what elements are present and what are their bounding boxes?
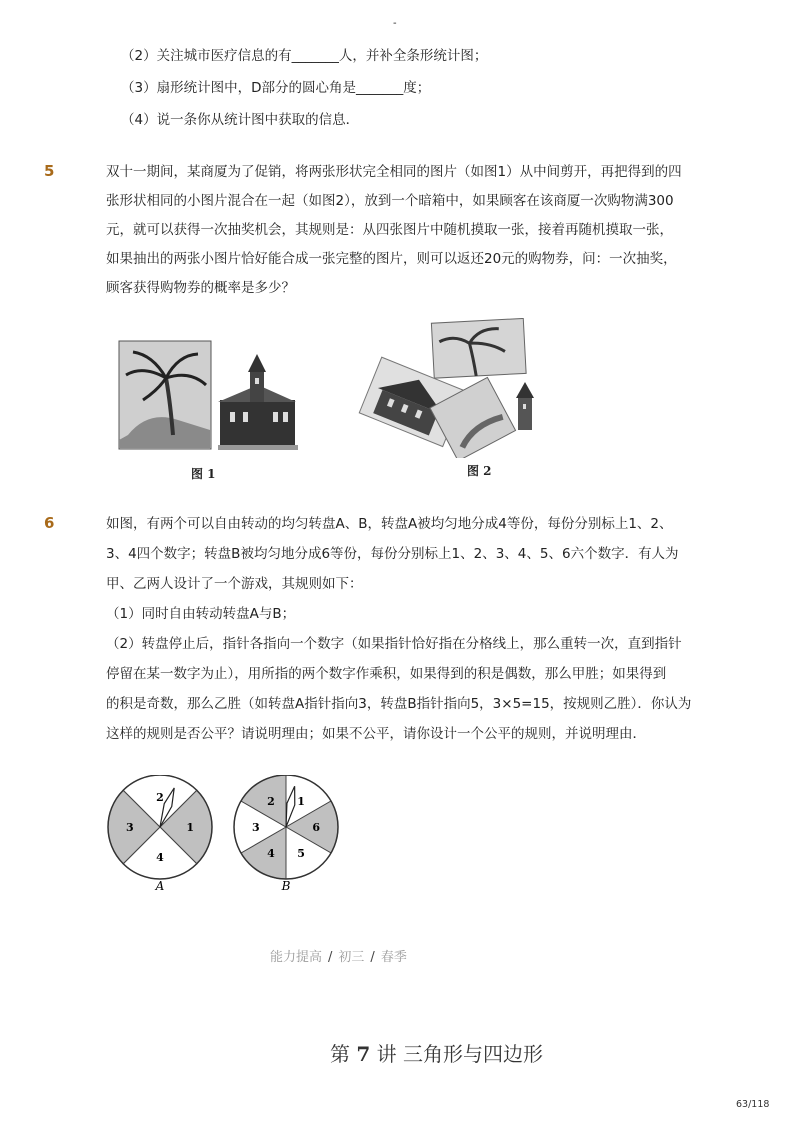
spinner-a-label: A [155, 879, 165, 893]
q6-line: 甲、乙两人设计了一个游戏，其规则如下： [106, 576, 363, 592]
spinner-b-label: B [281, 879, 291, 893]
chapter-title [330, 1038, 543, 1067]
spinner-number: 1 [297, 794, 305, 808]
figure-1 [118, 340, 298, 455]
breadcrumb-separator: / [328, 950, 333, 965]
figure-2 [355, 318, 560, 458]
q5-line: 双十一期间，某商厦为了促销，将两张形状完全相同的图片（如图1）从中间剪开，再把得到的四 [106, 164, 682, 180]
spinner-number: 3 [252, 821, 260, 834]
spinner-a [108, 775, 212, 879]
breadcrumb-item: 初三 [338, 950, 365, 965]
q6-line: （2）转盘停止后，指针各指向一个数字（如果指针恰好指在分格线上，那么重转一次，直到指针 [106, 636, 682, 652]
q4-item-2: （2）关注城市医疗信息的有_______人，并补全条形统计图； [121, 48, 488, 64]
spinner-number: 4 [267, 847, 275, 861]
q4-item-4: （4）说一条你从统计图中获取的信息． [121, 112, 360, 128]
figure-1-caption: 图 1 [191, 467, 216, 481]
q5-line: 张形状相同的小图片混合在一起（如图2），放到一个暗箱中，如果顾客在该商厦一次购物满300 [106, 193, 674, 209]
palm-piece-top [431, 318, 526, 378]
breadcrumb-item: 春季 [380, 950, 407, 965]
top-mark: - [393, 18, 397, 29]
question-number-5: 5 [44, 162, 55, 180]
spinner-number: 6 [312, 821, 320, 834]
church-piece-right [516, 382, 534, 430]
spinner-number: 2 [156, 790, 164, 804]
figure-2-caption: 图 2 [467, 464, 492, 478]
chapter-prefix: 第 [330, 1042, 350, 1066]
q6-line: 3、4四个数字；转盘B被均匀地分成6等份，每份分别标上1、2、3、4、5、6六个数字．有人为 [106, 546, 679, 562]
q5-line: 如果抽出的两张小图片恰好能合成一张完整的图片，则可以返还20元的购物券，问：一次抽奖， [106, 251, 677, 267]
question-5-text [106, 158, 726, 303]
spinner-b [234, 775, 338, 879]
spinner-number: 2 [267, 794, 275, 808]
church-picture [218, 354, 298, 450]
q4-item-3: （3）扇形统计图中，D部分的圆心角是_______度； [121, 80, 431, 96]
chapter-name: 讲 三角形与四边形 [376, 1042, 543, 1066]
spinner-number: 3 [126, 821, 134, 834]
footer-breadcrumb [270, 946, 407, 965]
q6-line: 这样的规则是否公平？请说明理由；如果不公平，请你设计一个公平的规则，并说明理由． [106, 726, 646, 742]
breadcrumb-item: 能力提高 [270, 950, 323, 965]
q5-line: 元，就可以获得一次抽奖机会，其规则是：从四张图片中随机摸取一张，接着再随机摸取一张， [106, 222, 673, 238]
question-6-text [106, 509, 746, 749]
q6-line: （1）同时自由转动转盘A与B； [106, 606, 296, 622]
q6-line: 如图，有两个可以自由转动的均匀转盘A、B，转盘A被均匀地分成4等份，每份分别标上1、2、 [106, 516, 673, 532]
spinner-number: 1 [186, 821, 194, 834]
q6-line: 的积是奇数，那么乙胜（如转盘A指针指向3，转盘B指针指向5，3×5=15，按规则乙胜）．你认为 [106, 696, 692, 712]
spinner-number: 4 [156, 851, 164, 865]
chapter-number: 7 [356, 1042, 371, 1066]
question-number-6: 6 [44, 514, 55, 532]
spinner-number: 5 [297, 847, 305, 861]
breadcrumb-separator: / [370, 950, 375, 965]
q5-line: 顾客获得购物券的概率是多少？ [106, 280, 295, 296]
page-number: 63/118 [736, 1099, 770, 1110]
q6-line: 停留在某一数字为止），用所指的两个数字作乘积，如果得到的积是偶数，那么甲胜；如果得到 [106, 666, 667, 682]
spinners-figure [100, 775, 360, 900]
